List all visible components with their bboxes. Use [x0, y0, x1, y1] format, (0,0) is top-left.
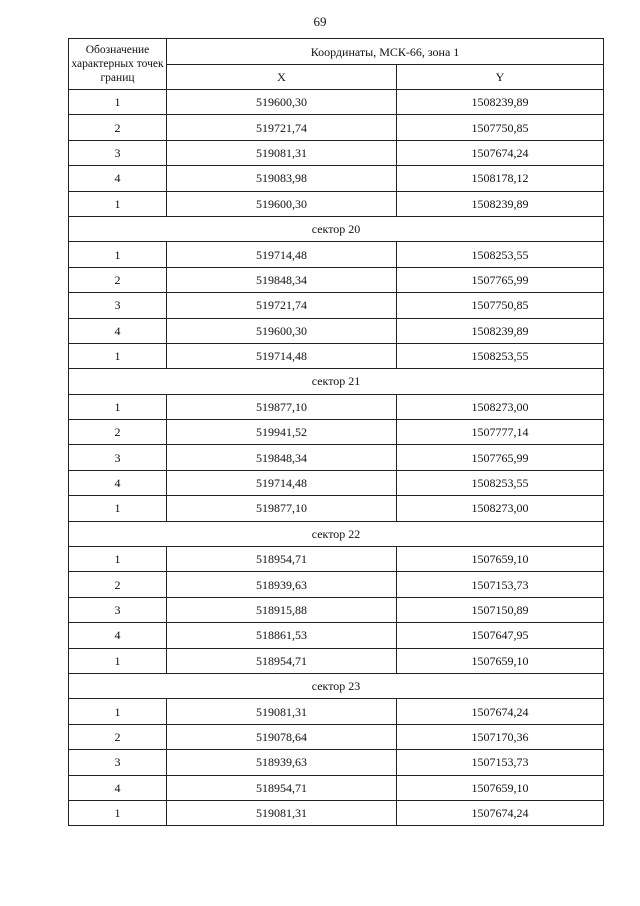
y-coordinate-cell: 1508253,55	[397, 242, 604, 267]
table-row	[69, 394, 604, 419]
point-cell: 1	[69, 648, 167, 673]
x-coordinate-cell: 519714,48	[167, 470, 397, 495]
x-coordinate-cell: 519081,31	[167, 140, 397, 165]
table-row	[69, 140, 604, 165]
x-coordinate-cell: 519848,34	[167, 445, 397, 470]
point-cell: 1	[69, 496, 167, 521]
table-row	[69, 547, 604, 572]
y-coordinate-cell: 1507153,73	[397, 572, 604, 597]
x-coordinate-cell: 519600,30	[167, 191, 397, 216]
table-row	[69, 623, 604, 648]
table-row	[69, 293, 604, 318]
table-row	[69, 724, 604, 749]
y-coordinate-cell: 1507674,24	[397, 140, 604, 165]
x-coordinate-cell: 519941,52	[167, 420, 397, 445]
point-cell: 3	[69, 293, 167, 318]
x-coordinate-cell: 519081,31	[167, 800, 397, 825]
x-coordinate-cell: 519721,74	[167, 293, 397, 318]
table-row	[69, 572, 604, 597]
table-row	[69, 267, 604, 292]
y-coordinate-cell: 1507674,24	[397, 699, 604, 724]
x-coordinate-cell: 519877,10	[167, 496, 397, 521]
point-cell: 4	[69, 166, 167, 191]
y-coordinate-cell: 1508253,55	[397, 470, 604, 495]
y-coordinate-cell: 1507674,24	[397, 800, 604, 825]
table-row	[69, 750, 604, 775]
x-coordinate-cell: 519081,31	[167, 699, 397, 724]
table-row	[69, 699, 604, 724]
sector-title: сектор 21	[69, 369, 604, 394]
x-coordinate-cell: 519848,34	[167, 267, 397, 292]
table-row	[69, 420, 604, 445]
y-column-header: Y	[397, 65, 604, 90]
point-cell: 1	[69, 699, 167, 724]
x-coordinate-cell: 518954,71	[167, 775, 397, 800]
x-coordinate-cell: 519078,64	[167, 724, 397, 749]
table-row	[69, 343, 604, 368]
table-row	[69, 496, 604, 521]
y-coordinate-cell: 1507765,99	[397, 267, 604, 292]
point-cell: 4	[69, 623, 167, 648]
point-cell: 1	[69, 394, 167, 419]
y-coordinate-cell: 1508273,00	[397, 394, 604, 419]
y-coordinate-cell: 1507153,73	[397, 750, 604, 775]
sector-header-row	[69, 673, 604, 698]
y-coordinate-cell: 1507750,85	[397, 115, 604, 140]
y-coordinate-cell: 1508273,00	[397, 496, 604, 521]
sector-title: сектор 22	[69, 521, 604, 546]
table-header	[69, 39, 604, 90]
table-row	[69, 191, 604, 216]
y-coordinate-cell: 1507750,85	[397, 293, 604, 318]
sector-header-row	[69, 369, 604, 394]
y-coordinate-cell: 1507170,36	[397, 724, 604, 749]
y-coordinate-cell: 1507659,10	[397, 775, 604, 800]
table-body	[69, 90, 604, 826]
table-row	[69, 318, 604, 343]
y-coordinate-cell: 1508239,89	[397, 318, 604, 343]
point-cell: 1	[69, 191, 167, 216]
point-cell: 1	[69, 242, 167, 267]
x-column-header: X	[167, 65, 397, 90]
x-coordinate-cell: 519714,48	[167, 242, 397, 267]
y-coordinate-cell: 1508178,12	[397, 166, 604, 191]
table-row	[69, 800, 604, 825]
point-cell: 3	[69, 140, 167, 165]
coordinates-header: Координаты, МСК-66, зона 1	[167, 39, 604, 65]
point-cell: 2	[69, 267, 167, 292]
x-coordinate-cell: 518861,53	[167, 623, 397, 648]
x-coordinate-cell: 518939,63	[167, 750, 397, 775]
sector-title: сектор 20	[69, 216, 604, 241]
table-row	[69, 648, 604, 673]
y-coordinate-cell: 1507659,10	[397, 547, 604, 572]
x-coordinate-cell: 519721,74	[167, 115, 397, 140]
x-coordinate-cell: 519600,30	[167, 90, 397, 115]
sector-title: сектор 23	[69, 673, 604, 698]
table-row	[69, 115, 604, 140]
point-cell: 3	[69, 445, 167, 470]
x-coordinate-cell: 518954,71	[167, 648, 397, 673]
sector-header-row	[69, 521, 604, 546]
point-cell: 4	[69, 775, 167, 800]
x-coordinate-cell: 518915,88	[167, 597, 397, 622]
x-coordinate-cell: 519714,48	[167, 343, 397, 368]
header-row-top	[69, 39, 604, 65]
x-coordinate-cell: 519600,30	[167, 318, 397, 343]
table-row	[69, 90, 604, 115]
y-coordinate-cell: 1507765,99	[397, 445, 604, 470]
y-coordinate-cell: 1507659,10	[397, 648, 604, 673]
point-column-header: Обозначение характерных точек границ	[69, 39, 167, 90]
y-coordinate-cell: 1508239,89	[397, 90, 604, 115]
page-number: 69	[313, 14, 327, 29]
table-row	[69, 775, 604, 800]
table-row	[69, 470, 604, 495]
y-coordinate-cell: 1508239,89	[397, 191, 604, 216]
point-cell: 1	[69, 547, 167, 572]
y-coordinate-cell: 1507777,14	[397, 420, 604, 445]
point-cell: 3	[69, 750, 167, 775]
point-cell: 1	[69, 90, 167, 115]
y-coordinate-cell: 1507150,89	[397, 597, 604, 622]
point-cell: 1	[69, 800, 167, 825]
table-row	[69, 597, 604, 622]
point-cell: 1	[69, 343, 167, 368]
coordinates-table	[68, 38, 604, 826]
point-cell: 2	[69, 572, 167, 597]
table-row	[69, 166, 604, 191]
sector-header-row	[69, 216, 604, 241]
point-cell: 2	[69, 115, 167, 140]
x-coordinate-cell: 518939,63	[167, 572, 397, 597]
x-coordinate-cell: 519083,98	[167, 166, 397, 191]
point-cell: 3	[69, 597, 167, 622]
x-coordinate-cell: 518954,71	[167, 547, 397, 572]
y-coordinate-cell: 1508253,55	[397, 343, 604, 368]
point-cell: 2	[69, 724, 167, 749]
table-row	[69, 242, 604, 267]
point-cell: 4	[69, 318, 167, 343]
y-coordinate-cell: 1507647,95	[397, 623, 604, 648]
table-row	[69, 445, 604, 470]
point-cell: 2	[69, 420, 167, 445]
point-cell: 4	[69, 470, 167, 495]
x-coordinate-cell: 519877,10	[167, 394, 397, 419]
